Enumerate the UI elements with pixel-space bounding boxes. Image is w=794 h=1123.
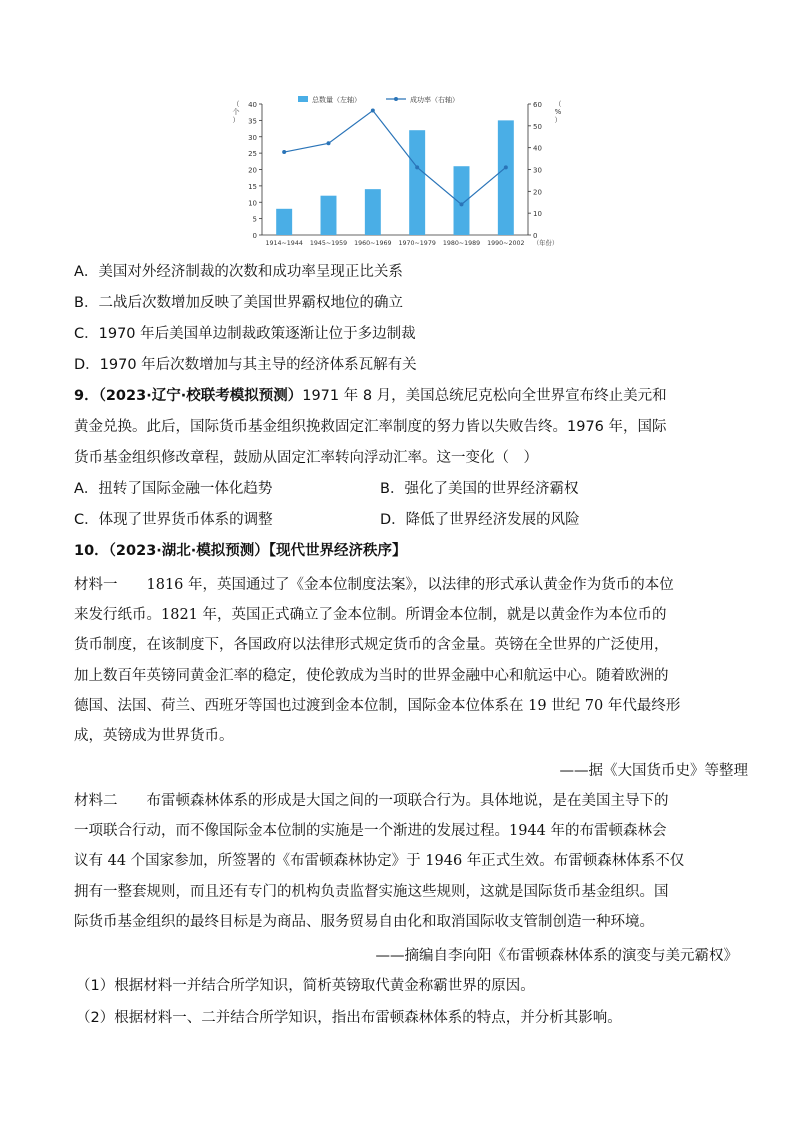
left-tick-label: 0 <box>252 232 257 240</box>
right-tick-label: 10 <box>533 210 542 219</box>
bar <box>409 130 425 235</box>
q9-stem-line2: 黄金兑换。此后，国际货币基金组织挽救固定汇率制度的努力皆以失败告终。1976 年，国际 <box>74 419 667 435</box>
x-tick-label: 1914~1944 <box>265 240 303 247</box>
legend-bar-label: 总数量（左轴） <box>312 96 361 104</box>
success-rate-point <box>327 141 331 145</box>
right-tick-label: 20 <box>533 188 542 197</box>
right-unit-label: % <box>554 108 562 116</box>
left-tick-label: 35 <box>248 117 257 126</box>
right-unit-label: ） <box>554 116 562 124</box>
bar <box>498 120 514 235</box>
q9-stem-line1 <box>74 386 667 406</box>
q10-header: 10．（2023·湖北·模拟预测）【现代世界经济秩序】 <box>74 543 407 559</box>
material1-source: ——据《大国货币史》等整理 <box>559 763 748 779</box>
right-tick-label: 40 <box>533 144 542 153</box>
bar <box>365 189 381 235</box>
sanctions-chart <box>228 92 568 252</box>
q9-source-tag: （2023·辽宁·校联考模拟预测） <box>98 388 303 404</box>
x-tick-label: 1945~1959 <box>309 240 348 247</box>
right-tick-label: 0 <box>533 232 538 240</box>
q9-option-c: C．体现了世界货币体系的调整 <box>74 512 273 528</box>
x-tick-label: 1980~1989 <box>442 240 481 247</box>
bar <box>454 166 470 235</box>
right-tick-label: 50 <box>533 122 542 131</box>
success-rate-point <box>282 150 286 154</box>
right-tick-label: 60 <box>533 101 542 109</box>
q9-option-a: A．扭转了国际金融一体化趋势 <box>74 481 273 497</box>
material1-line: 德国、法国、荷兰、西班牙等国也过渡到金本位制，国际金本位体系在 19 世纪 70 年代最终形 <box>74 698 681 714</box>
success-rate-line <box>284 111 506 205</box>
left-tick-label: 10 <box>248 199 257 208</box>
q8-option-b: B．二战后次数增加反映了美国世界霸权地位的确立 <box>74 295 403 311</box>
left-tick-label: 5 <box>252 215 257 224</box>
q9-option-b: B．强化了美国的世界经济霸权 <box>380 481 579 497</box>
right-unit-label: （ <box>554 100 562 108</box>
material1-line: 货币制度，在该制度下，各国政府以法律形式规定货币的含金量。英镑在全世界的广泛使用， <box>74 637 669 653</box>
left-unit-label: （ <box>232 100 240 108</box>
chart-svg <box>228 92 568 252</box>
q9-option-d: D．降低了世界经济发展的风险 <box>380 512 580 528</box>
q8-option-a: A．美国对外经济制裁的次数和成功率呈现正比关系 <box>74 264 403 280</box>
material1-line: 加上数百年英镑同黄金汇率的稳定，使伦敦成为当时的世界金融中心和航运中心。随着欧洲的 <box>74 668 669 684</box>
left-unit-label: 个 <box>232 108 240 116</box>
left-tick-label: 40 <box>248 101 257 109</box>
legend-line-label: 成功率（右轴） <box>410 96 459 104</box>
material2-line: 一项联合行动，而不像国际金本位制的实施是一个渐进的发展过程。1944 年的布雷顿森林会 <box>74 823 667 839</box>
q9-number: 9． <box>74 388 99 404</box>
q9-stem-text: 1971 年 8 月，美国总统尼克松向全世界宣布终止美元和 <box>302 388 667 404</box>
left-tick-label: 15 <box>248 182 257 191</box>
right-tick-label: 30 <box>533 166 542 175</box>
left-tick-label: 25 <box>248 150 257 159</box>
legend-bar-swatch <box>298 96 308 102</box>
material2-line: 拥有一整套规则，而且还有专门的机构负责监督实施这些规则，这就是国际货币基金组织。国 <box>74 884 669 900</box>
legend-line-marker <box>394 97 398 101</box>
x-tick-label: 1960~1969 <box>354 240 392 247</box>
material2-line: 材料二 布雷顿森林体系的形成是大国之间的一项联合行为。具体地说，是在美国主导下的 <box>74 793 669 809</box>
left-tick-label: 20 <box>248 166 257 175</box>
left-tick-label: 30 <box>248 133 257 142</box>
sub-question-2: （2）根据材料一、二并结合所学知识，指出布雷顿森林体系的特点，并分析其影响。 <box>76 1010 622 1026</box>
q8-option-c: C．1970 年后美国单边制裁政策逐渐让位于多边制裁 <box>74 326 416 342</box>
sub-question-1: （1）根据材料一并结合所学知识，简析英镑取代黄金称霸世界的原因。 <box>76 978 535 994</box>
material2-source: ——摘编自李向阳《布雷顿森林体系的演变与美元霸权》 <box>375 948 738 964</box>
x-unit-label: （年份） <box>533 240 559 247</box>
left-unit-label: ） <box>232 116 240 124</box>
success-rate-point <box>415 165 419 169</box>
material1-line: 来发行纸币。1821 年，英国正式确立了金本位制。所谓金本位制，就是以黄金作为本位币的 <box>74 607 667 623</box>
material1-line: 成，英镑成为世界货币。 <box>74 728 234 744</box>
success-rate-point <box>504 165 508 169</box>
x-tick-label: 1970~1979 <box>398 240 436 247</box>
success-rate-point <box>460 202 464 206</box>
material1-line: 材料一 1816 年，英国通过了《金本位制度法案》，以法律的形式承认黄金作为货币的本位 <box>74 577 674 593</box>
q8-option-d: D．1970 年后次数增加与其主导的经济体系瓦解有关 <box>74 357 417 373</box>
material2-line: 际货币基金组织的最终目标是为商品、服务贸易自由化和取消国际收支管制创造一种环境。 <box>74 914 654 930</box>
bar <box>276 209 292 235</box>
q9-stem-line3: 货币基金组织修改章程，鼓励从固定汇率转向浮动汇率。这一变化（ ） <box>74 450 538 466</box>
x-tick-label: 1990~2002 <box>487 240 525 247</box>
success-rate-point <box>371 109 375 113</box>
bar <box>321 196 337 235</box>
material2-line: 议有 44 个国家参加，所签署的《布雷顿森林协定》于 1946 年正式生效。布雷顿森林体系不仅 <box>74 853 685 869</box>
